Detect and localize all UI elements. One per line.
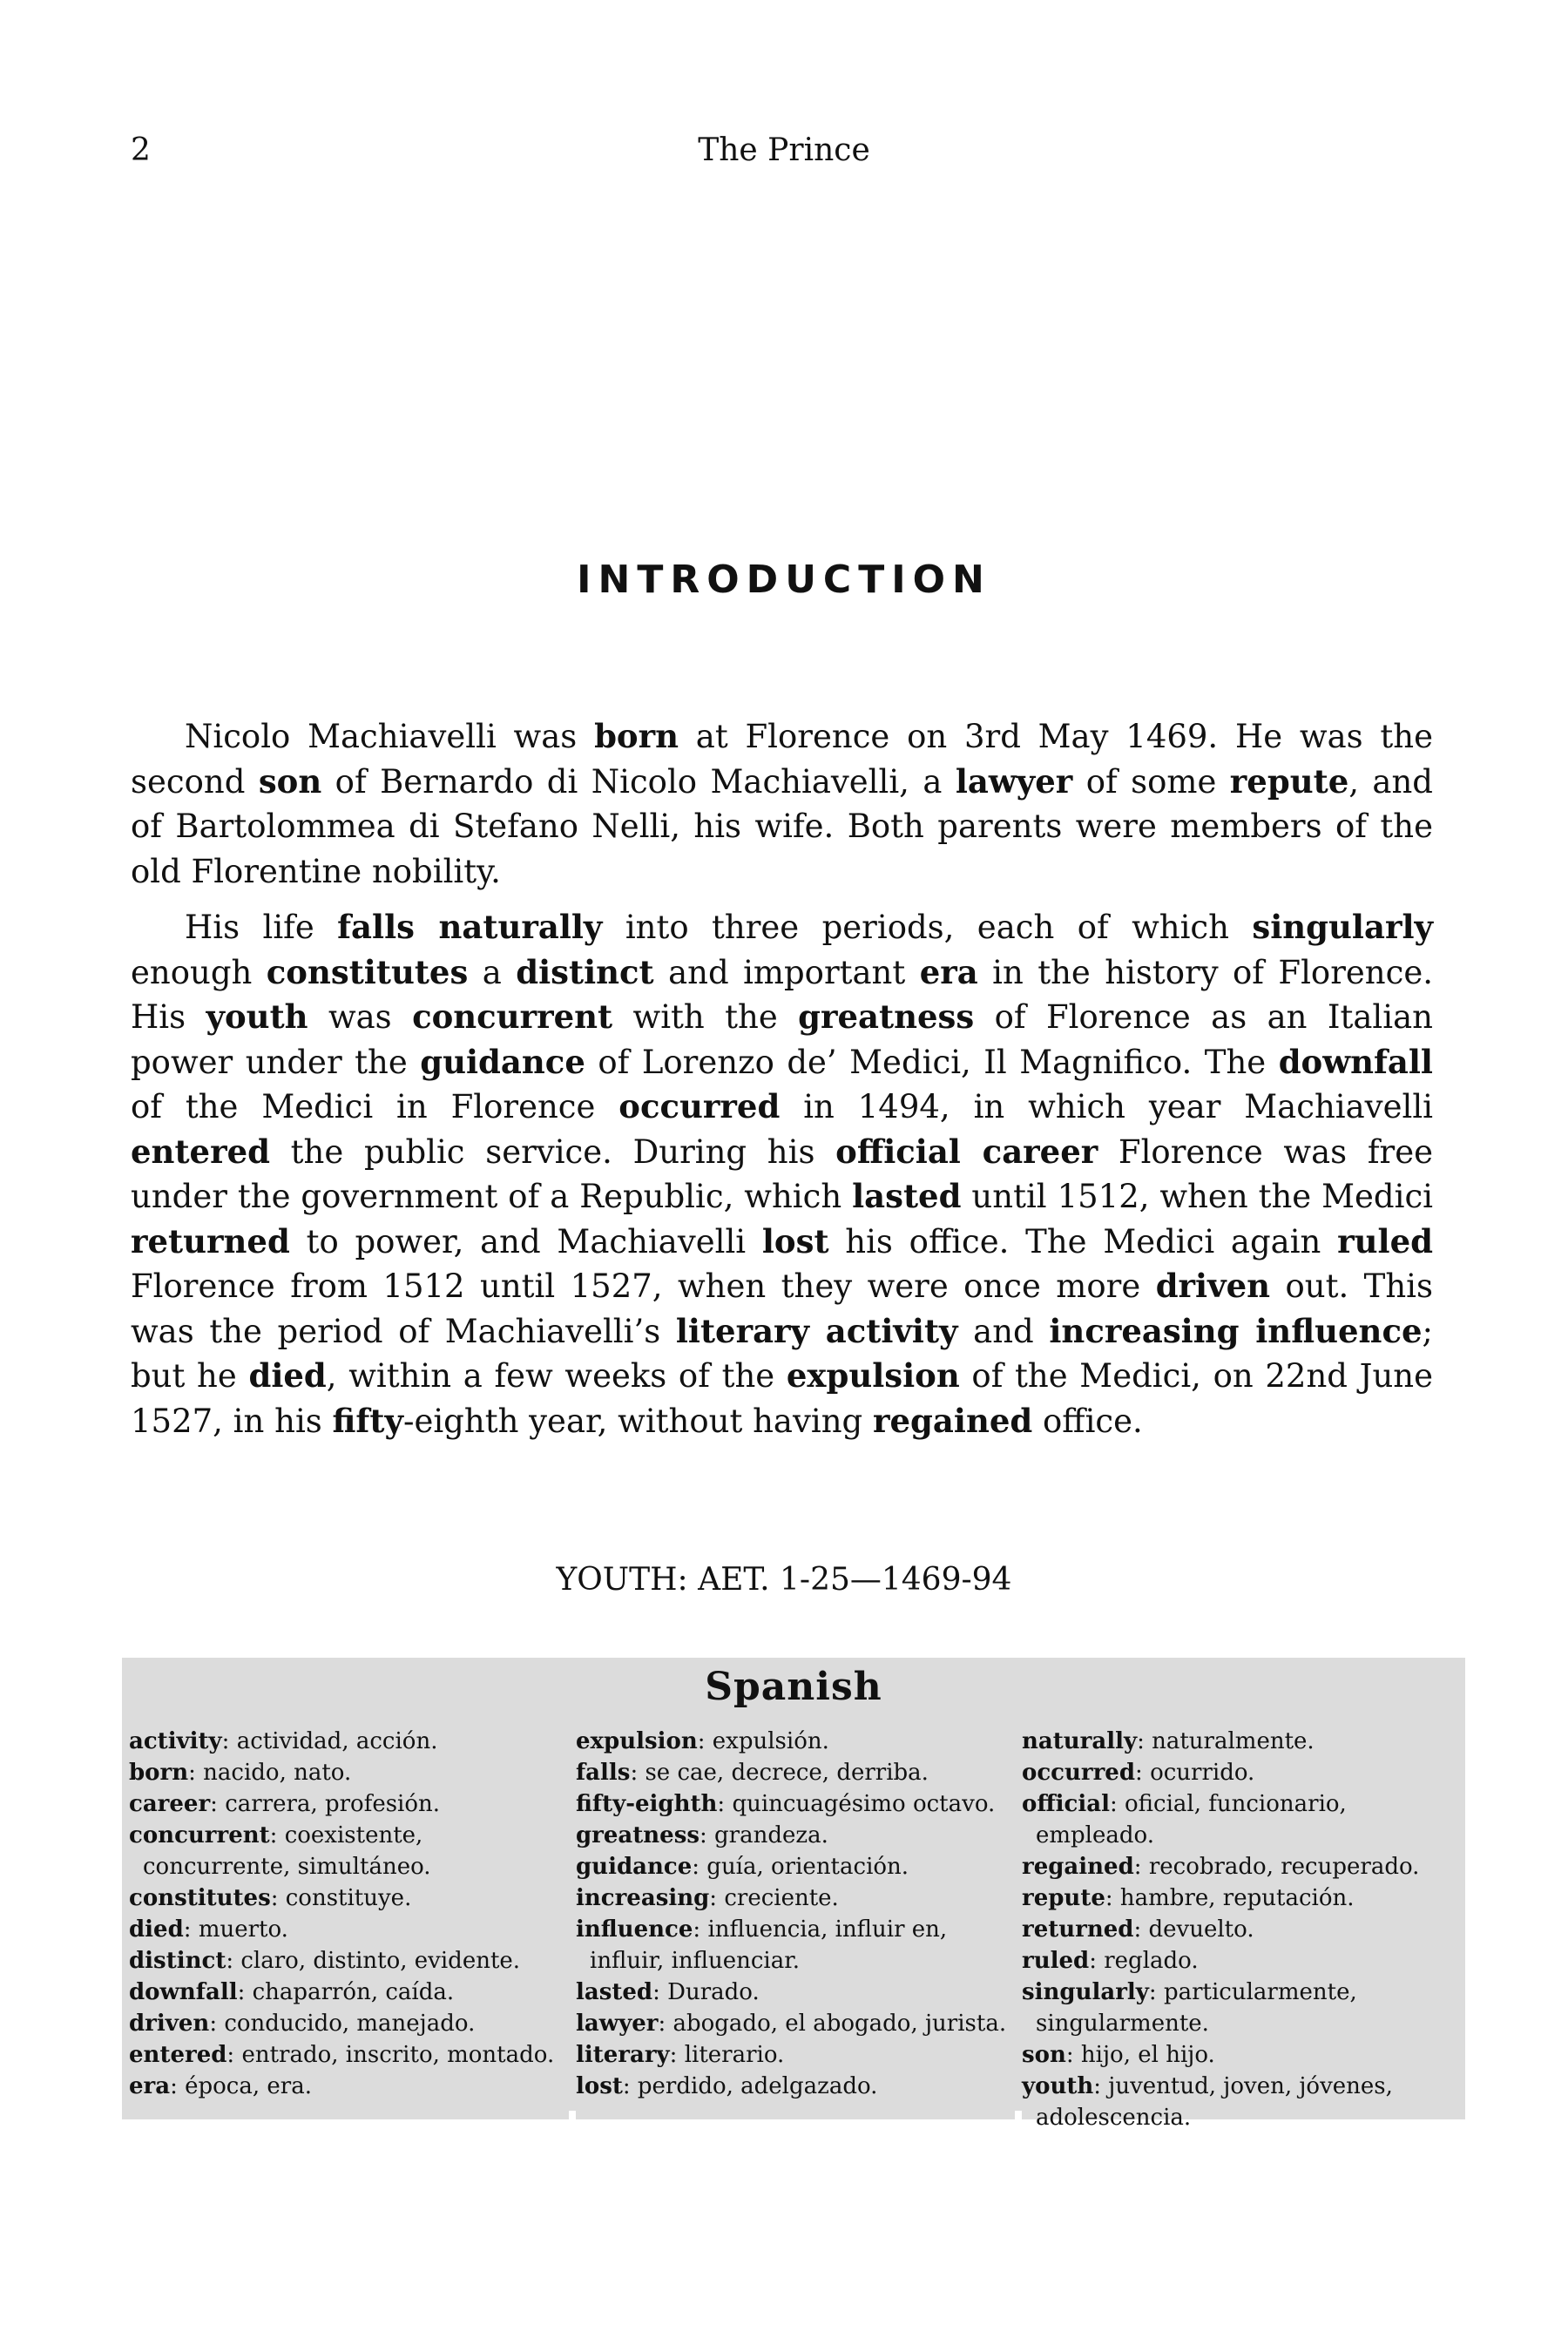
glossary-separator: :: [700, 1822, 715, 1848]
glossary-term: expulsion: [576, 1728, 698, 1754]
glossary-box: [122, 1658, 1465, 2131]
column-divider: [569, 2111, 576, 2119]
text-run: into three periods, each of which: [602, 909, 1253, 946]
glossary-entry: [576, 1726, 1020, 1757]
glossary-entry: [1022, 2039, 1466, 2071]
glossary-separator: :: [1110, 1791, 1125, 1817]
glossary-separator: :: [1137, 1728, 1152, 1754]
glossed-word: driven: [1155, 1267, 1271, 1305]
glossary-term: entered: [129, 2042, 227, 2068]
glossary-term: lawyer: [576, 2011, 659, 2037]
glossed-word: falls naturally: [337, 908, 603, 946]
glossary-entry: [1022, 1882, 1466, 1914]
glossary-definition: nacido, nato.: [203, 1760, 352, 1786]
page-number: 2: [131, 132, 151, 168]
glossary-term: lasted: [576, 1979, 653, 2005]
glossary-column-2: [576, 1726, 1020, 2118]
glossary-definition: creciente.: [724, 1885, 839, 1911]
glossary-term: repute: [1022, 1885, 1105, 1911]
glossary-separator: :: [692, 1854, 707, 1880]
glossary-term: born: [129, 1760, 189, 1786]
glossed-word: lasted: [852, 1177, 962, 1215]
running-head-title: The Prince: [698, 132, 870, 168]
text-run: Florence was free under the government of a Republic, which: [131, 1132, 1433, 1215]
glossed-word: expulsion: [786, 1356, 960, 1395]
glossary-separator: :: [1133, 1854, 1149, 1880]
glossary-term: greatness: [576, 1822, 700, 1848]
glossary-term: driven: [129, 2011, 210, 2037]
glossary-definition: naturalmente.: [1152, 1728, 1315, 1754]
glossary-title: Spanish: [705, 1665, 882, 1709]
glossary-separator: :: [1065, 2042, 1081, 2068]
glossary-term: falls: [576, 1760, 631, 1786]
glossary-separator: :: [717, 1791, 733, 1817]
glossary-entry: [129, 1757, 573, 1788]
glossary-entry: [1022, 1914, 1466, 1945]
text-run: His life: [185, 909, 338, 946]
glossary-separator: :: [221, 1728, 237, 1754]
glossary-term: youth: [1022, 2073, 1094, 2099]
glossed-word: singularly: [1252, 908, 1433, 946]
glossary-term: fifty-eighth: [576, 1791, 718, 1817]
text-run: was: [308, 998, 413, 1036]
glossary-term: influence: [576, 1916, 693, 1943]
text-run: the public service. During his: [269, 1132, 836, 1171]
glossed-word: distinct: [516, 952, 654, 991]
glossary-term: constitutes: [129, 1885, 271, 1911]
glossary-term: occurred: [1022, 1760, 1136, 1786]
glossed-word: fifty: [332, 1401, 403, 1440]
glossary-separator: :: [1133, 1916, 1149, 1943]
glossary-term: official: [1022, 1791, 1110, 1817]
text-run: of the Medici in Florence: [131, 1088, 619, 1125]
text-run: out. This was the period of Machiavelli’s: [131, 1267, 1433, 1350]
glossary-definition: entrado, inscrito, montado.: [241, 2042, 555, 2068]
glossary-definition: chaparrón, caída.: [252, 1979, 455, 2005]
text-run: -eighth year, without having: [402, 1402, 874, 1440]
glossary-term: lost: [576, 2073, 623, 2099]
glossary-entry: [129, 1945, 573, 1977]
glossary-definition: perdido, adelgazado.: [637, 2073, 878, 2099]
glossary-entry: [129, 1788, 573, 1820]
glossary-term: downfall: [129, 1979, 238, 2005]
glossed-word: era: [919, 952, 978, 991]
glossary-definition: hambre, reputación.: [1119, 1885, 1355, 1911]
glossary-entry: [129, 1726, 573, 1757]
text-run: with the: [612, 998, 799, 1036]
glossary-separator: :: [669, 2042, 685, 2068]
glossary-term: naturally: [1022, 1728, 1138, 1754]
glossary-separator: :: [226, 2042, 242, 2068]
glossary-definition: particularmente, singularmente.: [1036, 1979, 1357, 2037]
glossary-separator: :: [697, 1728, 713, 1754]
glossary-separator: :: [630, 1760, 645, 1786]
text-run: , within a few weeks of the: [326, 1357, 787, 1395]
glossary-term: career: [129, 1791, 211, 1817]
glossary-term: activity: [129, 1728, 222, 1754]
glossary-separator: :: [209, 2011, 225, 2037]
paragraph-1: [131, 714, 1433, 894]
glossary-definition: carrera, profesión.: [225, 1791, 441, 1817]
glossary-definition: influencia, influir en, influir, influenciar.: [590, 1916, 948, 1974]
glossed-word: downfall: [1278, 1042, 1433, 1081]
text-run: office.: [1032, 1402, 1143, 1440]
text-run: to power, and Machiavelli: [289, 1222, 762, 1260]
text-run: at Florence on 3rd May 1469. He was the second: [131, 718, 1434, 801]
glossed-word: concurrent: [412, 997, 613, 1036]
glossary-definition: recobrado, recuperado.: [1148, 1854, 1420, 1880]
glossary-definition: ocurrido.: [1150, 1760, 1255, 1786]
glossary-entry: [576, 1977, 1020, 2008]
glossary-separator: :: [658, 2011, 673, 2037]
glossary-term: regained: [1022, 1854, 1134, 1880]
glossary-term: son: [1022, 2042, 1066, 2068]
glossed-word: died: [248, 1356, 327, 1395]
chapter-title: INTRODUCTION: [577, 558, 991, 602]
glossary-term: ruled: [1022, 1948, 1090, 1974]
glossary-entry: [129, 1914, 573, 1945]
glossary-entry: [576, 1788, 1020, 1820]
glossary-entry: [1022, 1788, 1466, 1851]
glossed-word: occurred: [618, 1087, 781, 1125]
glossary-definition: actividad, acción.: [236, 1728, 438, 1754]
text-run: a: [468, 953, 517, 991]
glossary-definition: juventud, joven, jóvenes, adolescencia.: [1036, 2073, 1393, 2131]
glossary-entry: [576, 2039, 1020, 2071]
glossary-term: guidance: [576, 1854, 693, 1880]
glossary-separator: :: [188, 1760, 204, 1786]
glossary-separator: :: [226, 1948, 241, 1974]
glossed-word: entered: [131, 1132, 270, 1171]
text-run: until 1512, when the Medici: [961, 1178, 1433, 1215]
glossary-entry: [1022, 2071, 1466, 2133]
text-run: Florence from 1512 until 1527, when they were once more: [131, 1267, 1156, 1305]
glossary-definition: constituye.: [285, 1885, 412, 1911]
glossary-term: era: [129, 2073, 171, 2099]
text-run: his office. The Medici again: [828, 1222, 1338, 1260]
glossary-definition: expulsión.: [712, 1728, 829, 1754]
glossed-word: regained: [873, 1401, 1033, 1440]
glossary-term: literary: [576, 2042, 670, 2068]
glossary-separator: :: [693, 1916, 708, 1943]
glossary-separator: :: [709, 1885, 725, 1911]
glossary-entry: [1022, 1977, 1466, 2039]
glossary-entry: [576, 1820, 1020, 1851]
glossary-separator: :: [1105, 1885, 1120, 1911]
glossary-entry: [1022, 1726, 1466, 1757]
glossary-entry: [576, 1882, 1020, 1914]
text-run: of some: [1072, 762, 1230, 801]
glossary-separator: :: [1089, 1948, 1105, 1974]
glossary-entry: [129, 2008, 573, 2039]
glossed-word: ruled: [1337, 1221, 1433, 1260]
glossary-separator: :: [210, 1791, 226, 1817]
glossary-entry: [576, 1757, 1020, 1788]
glossary-separator: :: [622, 2073, 638, 2099]
column-divider: [1015, 2111, 1022, 2119]
glossary-entry: [576, 1851, 1020, 1882]
glossed-word: constitutes: [266, 952, 469, 991]
text-run: and: [957, 1312, 1050, 1350]
glossary-definition: grandeza.: [714, 1822, 828, 1848]
glossary-entry: [1022, 1757, 1466, 1788]
text-run: Nicolo Machiavelli was: [185, 718, 595, 755]
text-run: of Florence as an Italian power under the: [131, 998, 1433, 1081]
glossary-separator: :: [1093, 2073, 1109, 2099]
glossary-definition: oficial, funcionario, empleado.: [1036, 1791, 1347, 1848]
body-text: [131, 714, 1433, 1455]
glossary-entry: [576, 1914, 1020, 1977]
text-run: and important: [653, 953, 920, 991]
glossary-column-3: [1022, 1726, 1466, 2131]
glossary-entry: [1022, 1945, 1466, 1977]
glossary-definition: claro, distinto, evidente.: [240, 1948, 521, 1974]
text-run: of Bernardo di Nicolo Machiavelli, a: [321, 762, 956, 801]
glossary-definition: guía, orientación.: [706, 1854, 909, 1880]
glossary-separator: :: [1148, 1979, 1164, 2005]
text-run: of Lorenzo de’ Medici, Il Magnifico. The: [585, 1043, 1279, 1081]
glossed-word: son: [258, 761, 322, 801]
glossary-term: concurrent: [129, 1822, 270, 1848]
glossary-entry: [1022, 1851, 1466, 1882]
text-run: ; but he: [131, 1312, 1433, 1395]
paragraph-2: [131, 905, 1433, 1443]
glossary-definition: Durado.: [667, 1979, 760, 2005]
glossary-entry: [129, 2071, 573, 2102]
glossary-separator: :: [269, 1822, 285, 1848]
section-heading: YOUTH: AET. 1-25—1469-94: [556, 1562, 1012, 1598]
glossary-separator: :: [183, 1916, 199, 1943]
glossed-word: lost: [761, 1221, 829, 1260]
text-run: in 1494, in which year Machiavelli: [780, 1088, 1433, 1125]
glossary-entry: [576, 2071, 1020, 2102]
text-run: of the Medici, on 22nd June 1527, in his: [131, 1357, 1434, 1440]
glossed-word: born: [594, 717, 679, 755]
glossary-term: returned: [1022, 1916, 1134, 1943]
glossary-separator: :: [1135, 1760, 1151, 1786]
glossed-word: youth: [206, 997, 308, 1036]
glossary-separator: :: [170, 2073, 186, 2099]
glossary-separator: :: [237, 1979, 253, 2005]
glossary-entry: [129, 2039, 573, 2071]
glossary-definition: hijo, el hijo.: [1080, 2042, 1215, 2068]
glossary-entry: [576, 2008, 1020, 2039]
glossed-word: guidance: [420, 1042, 585, 1081]
glossed-word: increasing influence: [1049, 1311, 1423, 1350]
glossed-word: returned: [131, 1221, 290, 1260]
glossed-word: literary activity: [675, 1311, 958, 1350]
glossary-definition: época, era.: [185, 2073, 312, 2099]
glossary-term: distinct: [129, 1948, 226, 1974]
glossary-definition: coexistente, concurrente, simultáneo.: [143, 1822, 431, 1880]
glossary-definition: devuelto.: [1148, 1916, 1254, 1943]
glossary-definition: abogado, el abogado, jurista.: [672, 2011, 1007, 2037]
glossed-word: lawyer: [955, 761, 1073, 801]
text-run: enough: [131, 953, 267, 991]
glossed-word: repute: [1229, 761, 1349, 801]
text-run: , and of Bartolommea di Stefano Nelli, his wife. Both parents were members of the old Florentine nobility.: [131, 762, 1433, 890]
glossary-definition: quincuagésimo octavo.: [732, 1791, 996, 1817]
glossary-term: died: [129, 1916, 184, 1943]
glossary-entry: [129, 1820, 573, 1882]
text-run: in the history of Florence. His: [131, 953, 1433, 1036]
glossary-term: singularly: [1022, 1979, 1149, 2005]
glossary-separator: :: [652, 1979, 668, 2005]
glossary-definition: reglado.: [1104, 1948, 1199, 1974]
glossary-column-1: [129, 1726, 573, 2118]
glossary-definition: literario.: [684, 2042, 785, 2068]
glossed-word: greatness: [798, 997, 975, 1036]
glossary-definition: se cae, decrece, derriba.: [645, 1760, 929, 1786]
glossed-word: official career: [835, 1132, 1098, 1171]
glossary-term: increasing: [576, 1885, 710, 1911]
glossary-definition: conducido, manejado.: [224, 2011, 476, 2037]
glossary-definition: muerto.: [198, 1916, 288, 1943]
glossary-separator: :: [270, 1885, 286, 1911]
glossary-entry: [129, 1882, 573, 1914]
glossary-entry: [129, 1977, 573, 2008]
